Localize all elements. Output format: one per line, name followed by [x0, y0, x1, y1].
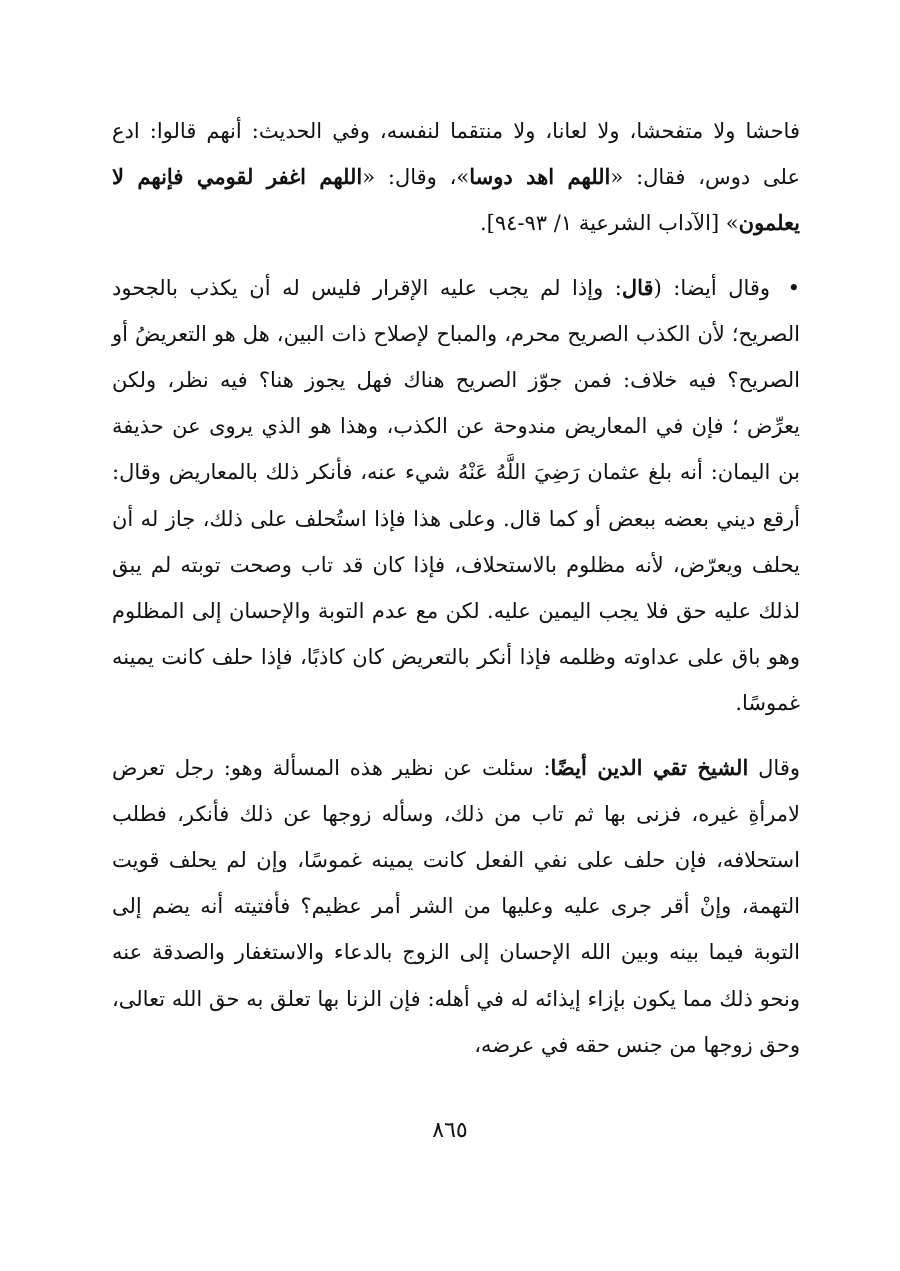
qala-bold: قال [621, 274, 654, 300]
paragraph-1-citation: » [الآداب الشرعية ١/ ٩٣-٩٤]. [479, 211, 739, 236]
paragraph-3-text: وقال [748, 755, 801, 780]
page-number: ٨٦٥ [432, 1118, 468, 1143]
paragraph-2-text: وقال أيضا: ( [653, 275, 782, 300]
page-body [112, 108, 800, 1068]
sheikh-name-bold: الشيخ تقي الدين أيضًا [550, 754, 749, 780]
hadith-quote-bold: اللهم اهد دوسا [469, 164, 611, 190]
paragraph-2 [112, 265, 800, 727]
bullet-icon: • [787, 275, 801, 300]
paragraph-2-text: : وإذا لم يجب عليه الإقرار فليس له أن يكذب بالجحود الصريح؛ لأن الكذب الصريح محرم، والمباح لإصلاح ذات البين، هل هو التعريضُ أو الصريح؟ فيه خلاف: فمن جوّز الصريح هناك فهل يجوز هنا؟ فيه نظر، ولكن يعرِّض ؛ فإن في المعاريض مندوحة عن الكذب، وهذا هو الذي يروى عن حذيفة بن اليمان: أنه بلغ عثمان رَضِيَ اللَّهُ عَنْهُ شيء عنه، فأنكر ذلك بالمعاريض وقال: أرقع ديني بعضه ببعض أو كما قال. وعلى هذا فإذا استُحلف على ذلك، جاز له أن يحلف ويعرّض، لأنه مظلوم بالاستحلاف، فإذا كان قد تاب وصحت توبته لم يبق لذلك عليه حق فلا يجب اليمين عليه. لكن مع عدم التوبة والإحسان إلى المظلوم وهو باق على عداوته وظلمه فإذا أنكر بالتعريض كان كاذبًا، فإذا حلف كانت يمينه غموسًا. [112, 275, 800, 716]
hadith-quote-bold: اللهم اغفر لقومي فإنهم لا يعلمون [112, 164, 800, 236]
paragraph-1-text: »، وقال: « [362, 165, 470, 190]
paragraph-3-text: : سئلت عن نظير هذه المسألة وهو: رجل تعرض لامرأةِ غيره، فزنى بها ثم تاب من ذلك، وسأله زوجها عن ذلك فأنكر، فطلب استحلافه، فإن حلف على نفي الفعل كانت يمينه غموسًا، وإن لم يحلف قويت التهمة، وإنْ أقر جرى عليه وعليها من الشر أمر عظيم؟ فأفتيته أنه يضم إلى التوبة فيما بينه وبين الله الإحسان إلى الزوج بالدعاء والاستغفار والصدقة عنه ونحو ذلك مما يكون بإزاء إيذائه له في أهله: فإن الزنا بها تعلق به حق الله تعالى، وحق زوجها من جنس حقه في عرضه، [112, 755, 800, 1057]
paragraph-1 [112, 108, 800, 247]
paragraph-3 [112, 745, 800, 1068]
paragraph-1-text: فاحشا ولا متفحشا، ولا لعانا، ولا منتقما لنفسه، وفي الحديث: أنهم قالوا: ادع على دوس، فقال: « [112, 119, 800, 190]
